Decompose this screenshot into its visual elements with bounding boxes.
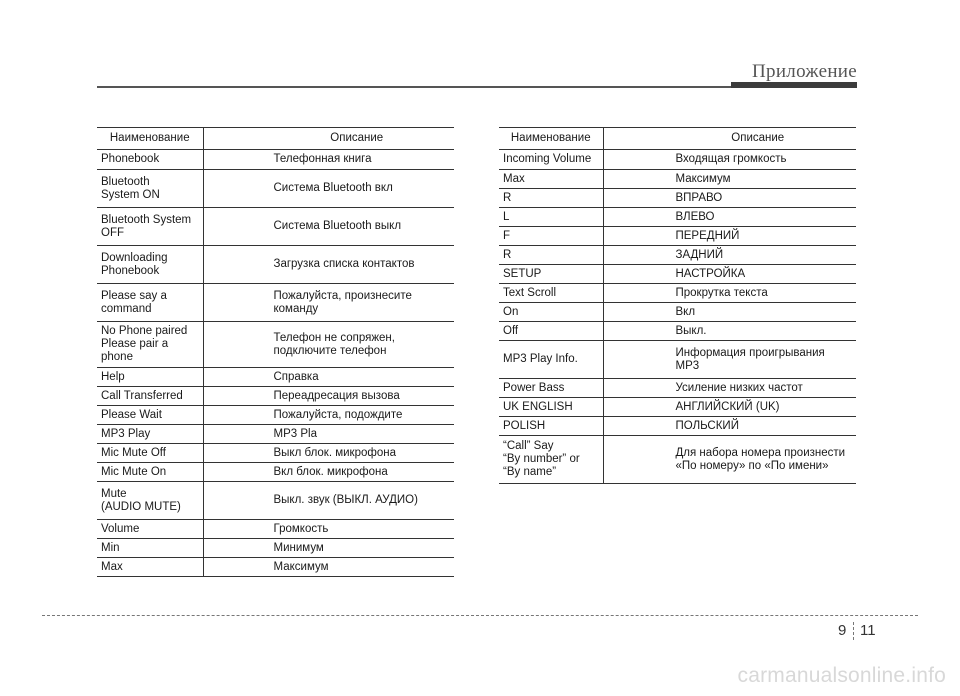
term-name: UK ENGLISH [499,398,603,417]
table-row [97,322,454,368]
term-description: Вкл [603,303,856,322]
table-row [97,463,454,482]
table-row [499,303,856,322]
term-name: Help [97,368,203,387]
table-row [97,482,454,520]
term-name: Downloading Phonebook [97,246,203,284]
header-tab-bar [731,82,857,88]
table-row [97,387,454,406]
table-row [97,246,454,284]
term-description: Переадресация вызова [203,387,454,406]
term-name: Max [499,170,603,189]
term-name: MP3 Play Info. [499,341,603,379]
term-name: Mute (AUDIO MUTE) [97,482,203,520]
term-description: Входящая громкость [603,150,856,170]
table-row [97,208,454,246]
term-name: Off [499,322,603,341]
term-name: “Call” Say “By number” or “By name” [499,436,603,484]
term-name: Min [97,539,203,558]
term-name: Power Bass [499,379,603,398]
term-description: Прокрутка текста [603,284,856,303]
term-name: Call Transferred [97,387,203,406]
column-header-name: Наименование [499,128,603,150]
right-terms-table [499,127,856,484]
term-name: Incoming Volume [499,150,603,170]
term-description: Громкость [203,520,454,539]
page-number-separator [853,622,854,640]
term-name: MP3 Play [97,425,203,444]
term-name: Bluetooth System ON [97,170,203,208]
table-row [499,417,856,436]
table-row [499,398,856,417]
term-description: Информация проигрывания MP3 [603,341,856,379]
table-row [499,170,856,189]
term-description: Выкл. [603,322,856,341]
term-description: ЗАДНИЙ [603,246,856,265]
term-name: No Phone paired Please pair a phone [97,322,203,368]
term-description: Телефон не сопряжен, подключите телефон [203,322,454,368]
table-row [97,284,454,322]
term-name: Text Scroll [499,284,603,303]
term-description: ВЛЕВО [603,208,856,227]
page-number: 11 [860,622,876,639]
term-description: Система Bluetooth вкл [203,170,454,208]
section-title: Приложение [752,61,857,82]
term-description: Максимум [203,558,454,577]
table-header-row [97,128,454,150]
term-description: Выкл блок. микрофона [203,444,454,463]
term-description: Справка [203,368,454,387]
term-name: Bluetooth System OFF [97,208,203,246]
chapter-number: 9 [838,622,847,639]
table-row [97,406,454,425]
term-name: POLISH [499,417,603,436]
term-description: Выкл. звук (ВЫКЛ. АУДИО) [203,482,454,520]
term-description: Загрузка списка контактов [203,246,454,284]
term-description: НАСТРОЙКА [603,265,856,284]
table-row [97,425,454,444]
table-header-row [499,128,856,150]
term-description: ПЕРЕДНИЙ [603,227,856,246]
term-name: F [499,227,603,246]
table-row [97,150,454,170]
table-row [499,265,856,284]
term-name: Max [97,558,203,577]
term-description: Для набора номера произнести «По номеру» по «По имени» [603,436,856,484]
table-row [499,246,856,265]
term-name: L [499,208,603,227]
table-row [97,368,454,387]
column-header-description: Описание [203,128,454,150]
term-description: Максимум [603,170,856,189]
term-name: Mic Mute On [97,463,203,482]
table-row [499,227,856,246]
term-description: ВПРАВО [603,189,856,208]
table-row [499,322,856,341]
column-header-name: Наименование [97,128,203,150]
term-name: Mic Mute Off [97,444,203,463]
term-description: Минимум [203,539,454,558]
term-name: On [499,303,603,322]
term-description: Усиление низких частот [603,379,856,398]
watermark: carmanualsonline.info [737,664,946,687]
column-header-description: Описание [603,128,856,150]
term-name: Please say a command [97,284,203,322]
left-terms-table [97,127,454,577]
term-name: R [499,246,603,265]
term-description: ПОЛЬСКИЙ [603,417,856,436]
table-row [499,284,856,303]
table-row [97,520,454,539]
table-row [499,341,856,379]
table-row [499,208,856,227]
term-name: Volume [97,520,203,539]
term-description: Пожалуйста, подождите [203,406,454,425]
term-name: Phonebook [97,150,203,170]
table-row [97,170,454,208]
term-description: MP3 Pla [203,425,454,444]
term-description: Вкл блок. микрофона [203,463,454,482]
table-row [499,436,856,484]
table-row [97,444,454,463]
term-description: АНГЛИЙСКИЙ (UK) [603,398,856,417]
term-name: Please Wait [97,406,203,425]
table-row [499,379,856,398]
footer-rule [42,615,918,616]
table-row [499,189,856,208]
term-description: Пожалуйста, произнесите команду [203,284,454,322]
table-row [499,150,856,170]
table-row [97,539,454,558]
term-description: Телефонная книга [203,150,454,170]
term-name: SETUP [499,265,603,284]
term-description: Система Bluetooth выкл [203,208,454,246]
table-row [97,558,454,577]
term-name: R [499,189,603,208]
